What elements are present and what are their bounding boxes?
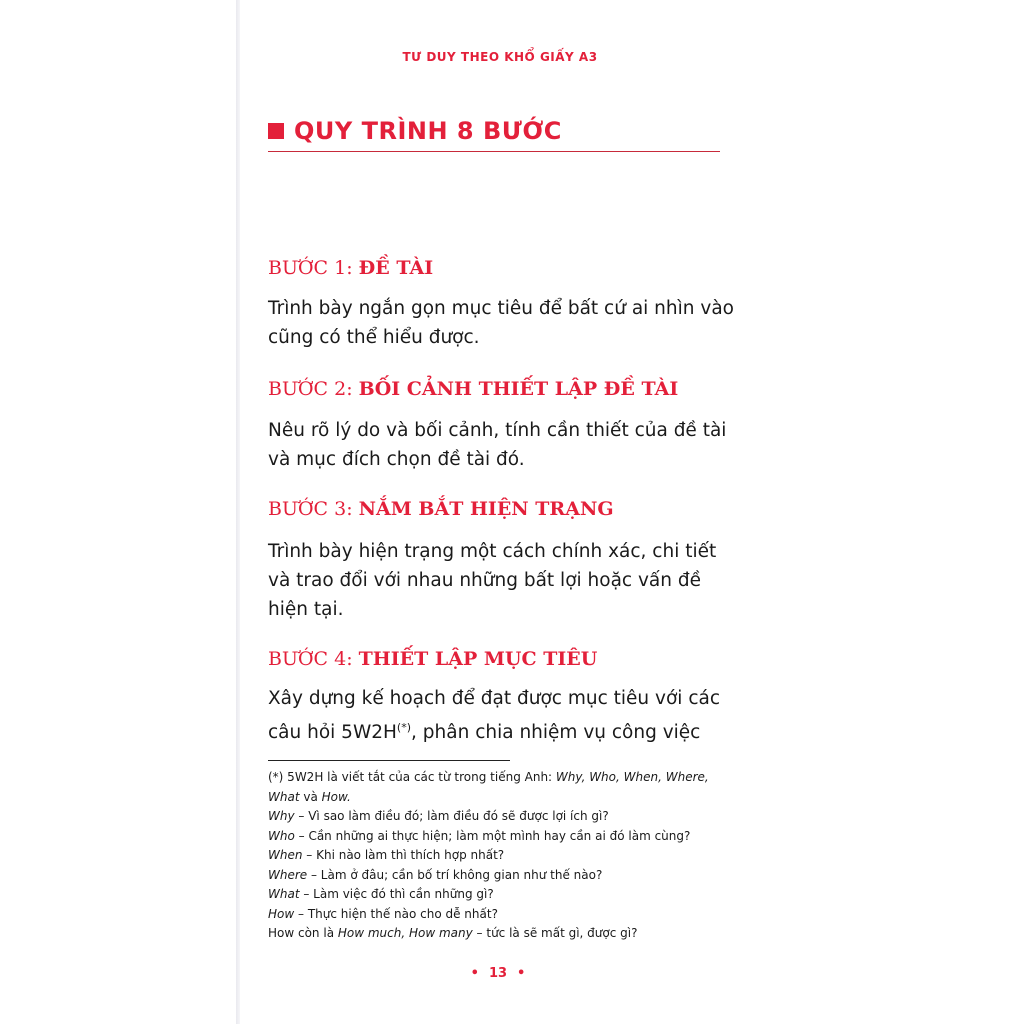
step-label: BƯỚC 2: <box>268 378 353 400</box>
step-label: BƯỚC 3: <box>268 498 353 520</box>
footnote-intro-cont <box>268 788 738 808</box>
footnote-term: What <box>268 789 300 804</box>
running-header: TƯ DUY THEO KHỔ GIẤY A3 <box>402 50 598 64</box>
footnote-text: (*) 5W2H là viết tắt của các từ trong tiếng Anh: <box>268 770 556 784</box>
footnote-text: – Làm việc đó thì cần những gì? <box>299 887 494 901</box>
square-bullet-icon <box>268 123 284 139</box>
footnote-term: What <box>268 887 300 901</box>
footnote-term: When <box>268 848 303 862</box>
step-label: BƯỚC 1: <box>268 257 353 279</box>
footnote-marker[interactable]: (*) <box>396 721 412 734</box>
footnote-item <box>268 866 738 886</box>
footnote-term: How <box>268 906 295 921</box>
footnote-text: – Khi nào làm thì thích hợp nhất? <box>302 848 505 862</box>
footnote-intro <box>268 768 738 788</box>
step-body <box>268 537 728 624</box>
step-name: THIẾT LẬP MỤC TIÊU <box>358 648 598 670</box>
step-name: BỐI CẢNH THIẾT LẬP ĐỀ TÀI <box>358 378 679 400</box>
body-line: Trình bày ngắn gọn mục tiêu để bất cứ ai nhìn vào <box>268 298 734 319</box>
footnote-item <box>268 885 738 905</box>
footnote-term: Where <box>268 867 308 882</box>
footnote-terms: Why, Who, When, Where, <box>555 770 709 784</box>
footnote-text: – Làm ở đâu; cần bố trí không gian như thế nào? <box>307 867 603 882</box>
footnote-text: How còn là <box>268 926 338 940</box>
dot-icon: • <box>470 966 479 981</box>
footnote-text: – Vì sao làm điều đó; làm điều đó sẽ được lợi ích gì? <box>294 809 609 823</box>
footnote-text: – Cần những ai thực hiện; làm một mình hay cần ai đó làm cùng? <box>294 828 691 843</box>
footnote-text: – tức là sẽ mất gì, được gì? <box>472 926 638 940</box>
body-line: và trao đổi với nhau những bất lợi hoặc vấn đề <box>268 570 701 591</box>
step-heading <box>268 648 597 670</box>
footnote-term: Why <box>268 809 295 823</box>
footnote-item <box>268 905 738 925</box>
page-number-value: 13 <box>488 966 508 981</box>
step-body <box>268 684 728 747</box>
body-text: , phân chia nhiệm vụ công việc <box>411 722 701 744</box>
body-line: Nêu rõ lý do và bối cảnh, tính cần thiết của đề tài <box>268 420 727 441</box>
body-text: câu hỏi 5W2H <box>268 722 397 744</box>
chapter-divider <box>268 151 720 152</box>
step-label: BƯỚC 4: <box>268 648 353 670</box>
chapter-title-text: QUY TRÌNH 8 BƯỚC <box>294 117 562 145</box>
step-heading <box>268 257 433 279</box>
footnote-term: Who <box>268 828 295 843</box>
body-line: Xây dựng kế hoạch để đạt được mục tiêu với các <box>268 688 720 709</box>
page-number <box>0 966 996 981</box>
body-line: cũng có thể hiểu được. <box>268 327 480 348</box>
step-name: NẮM BẮT HIỆN TRẠNG <box>358 498 614 520</box>
body-line: Trình bày hiện trạng một cách chính xác, chi tiết <box>268 541 717 562</box>
dot-icon: • <box>517 966 526 981</box>
body-line: và mục đích chọn đề tài đó. <box>268 449 525 470</box>
step-body <box>268 416 728 474</box>
footnote-item <box>268 846 738 866</box>
footnote-term: How. <box>321 789 351 804</box>
footnote-closing <box>268 924 738 944</box>
footnotes <box>268 768 738 944</box>
step-name: ĐỀ TÀI <box>358 257 434 279</box>
footnote-divider <box>268 760 510 761</box>
step-heading <box>268 498 614 520</box>
footnote-item <box>268 827 738 847</box>
body-line <box>268 713 728 747</box>
step-body <box>268 294 734 352</box>
footnote-text: và <box>299 789 322 804</box>
footnote-text: – Thực hiện thế nào cho dễ nhất? <box>294 906 498 921</box>
footnote-term: How much, How many <box>337 926 473 940</box>
page-edge <box>236 0 240 1024</box>
chapter-title <box>268 114 562 148</box>
body-line: hiện tại. <box>268 599 344 620</box>
footnote-item <box>268 807 738 827</box>
step-heading <box>268 378 678 400</box>
